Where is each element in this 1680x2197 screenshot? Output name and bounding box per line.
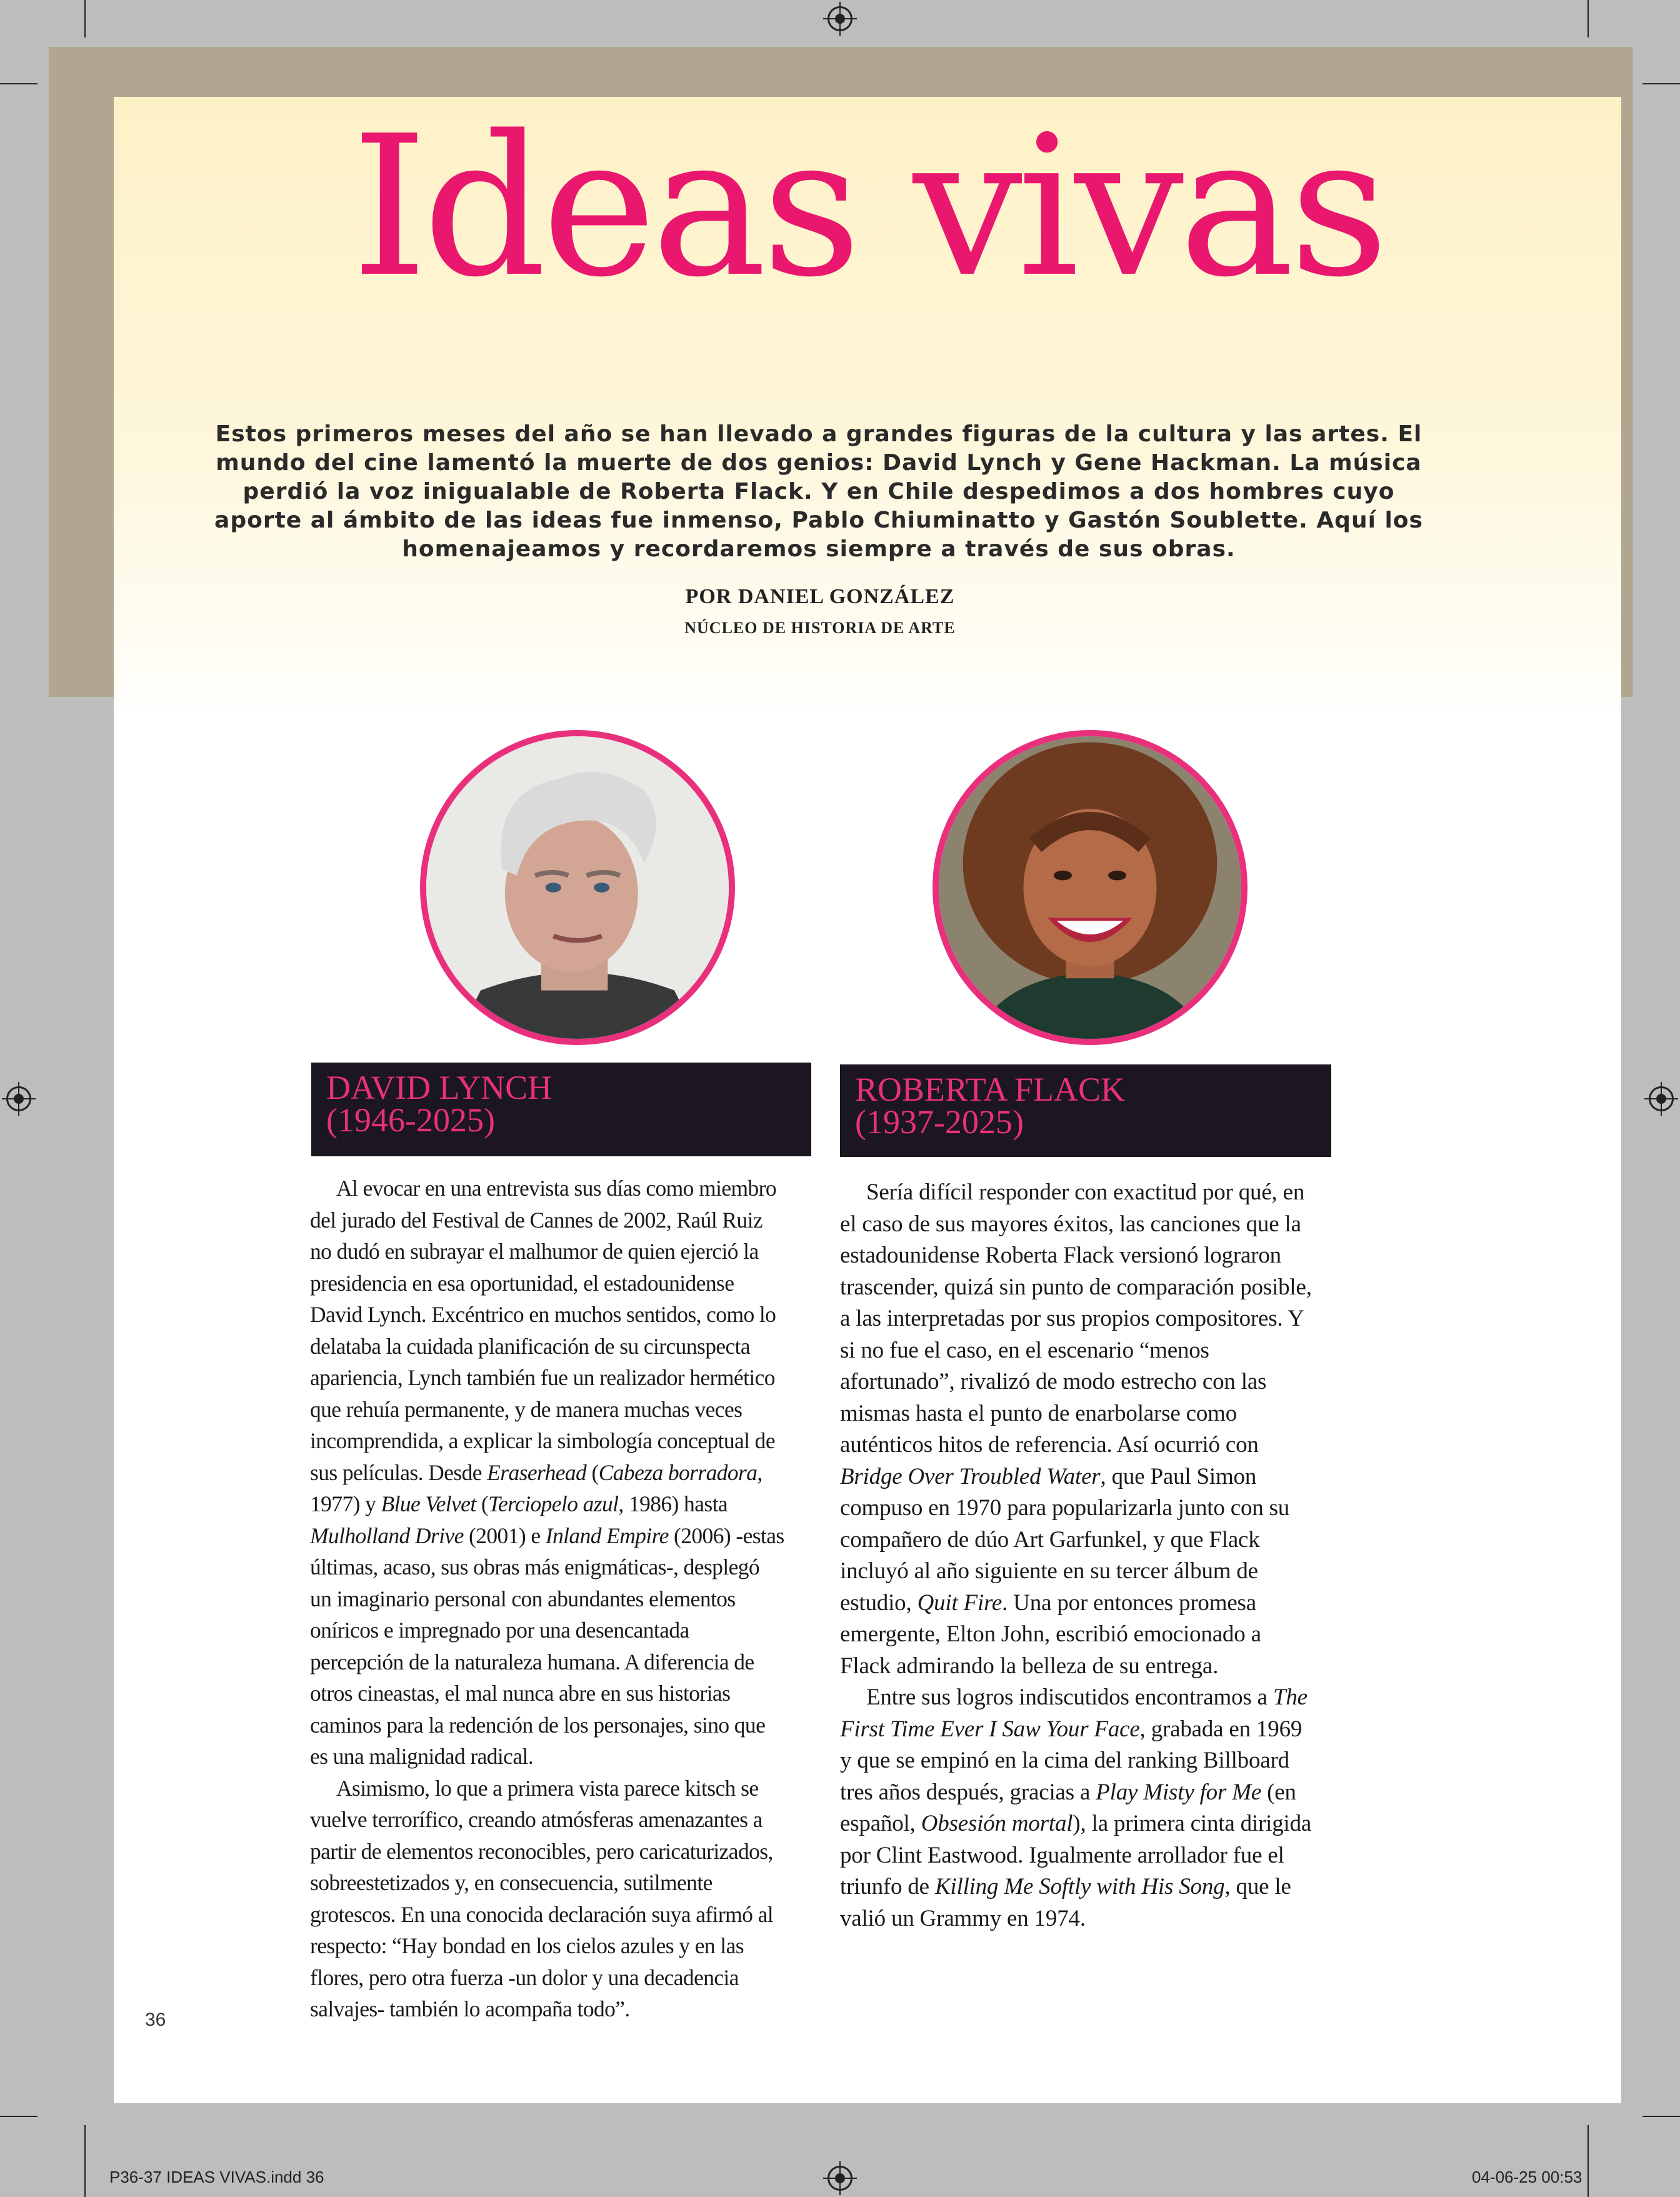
person-name: ROBERTA FLACK xyxy=(855,1071,1125,1108)
crop-mark xyxy=(0,2116,38,2117)
paragraph: Entre sus logros indiscutidos encontramos a The First Time Ever I Saw Your Face, grabada en 1969 y que se empinó en la cima del ranking Billboard tres años después, gracias a Play Misty for Me (en español, Obsesión mortal), la primera cinta dirigida por Clint Eastwood. Igualmente arrollador fue el triunfo de Killing Me Softly with His Song, que le valió un Grammy en 1974. xyxy=(840,1684,1312,1931)
paragraph: Asimismo, lo que a primera vista parece kitsch se vuelve terrorífico, creando atmósferas amenazantes a partir de elementos reconocibles, pero caricaturizados, sobreestetizados y, en consecuencia, sutilmente grotescos. En una conocida declaración suya afirmó al respecto: “Hay bondad en los cielos azules y en las flores, pero otra fuerza -un dolor y una decadencia salvajes- también lo acompaña todo”. xyxy=(310,1775,774,2021)
person-name: DAVID LYNCH xyxy=(326,1069,552,1106)
crop-mark xyxy=(1588,2125,1589,2197)
crop-mark xyxy=(1642,83,1680,84)
registration-mark-icon xyxy=(828,2166,852,2191)
article-intro: Estos primeros meses del año se han llevado a grandes figuras de la cultura y las artes. El mundo del cine lamentó la muerte de dos genios: David Lynch y Gene Hackman. La música perdió la voz inigualable de Roberta Flack. Y en Chile despedimos a dos hombres cuyo aporte al ámbito de las ideas fue inmenso, Pablo Chiuminatto y Gastón Soublette. Aquí los homenajeamos y recordaremos siempre a través de sus obras. xyxy=(214,421,1423,562)
registration-mark-icon xyxy=(828,6,852,31)
registration-mark-icon xyxy=(1649,1086,1674,1111)
person-years: (1946-2025) xyxy=(326,1101,495,1139)
article-column-lynch xyxy=(310,1173,785,2025)
crop-mark xyxy=(84,2125,86,2197)
paragraph: Al evocar en una entrevista sus días como miembro del jurado del Festival de Cannes de 2002, Raúl Ruiz no dudó en subrayar el malhumor de quien ejerció la presidencia en esa oportunidad, el estadounidense David Lynch. Excéntrico en muchos sentidos, como lo delataba la cuidada planificación de su circunspecta apariencia, Lynch también fue un realizador hermético que rehuía permanente, y de manera muchas veces incomprendida, a explicar la simbología conceptual de sus películas. Desde Eraserhead (Cabeza borradora, 1977) y Blue Velvet (Terciopelo azul, 1986) hasta Mulholland Drive (2001) e Inland Empire (2006) -estas últimas, acaso, sus obras más enigmáticas-, desplegó un imaginario personal con abundantes elementos oníricos e impregnado por una desencantada percepción de la naturaleza humana. A diferencia de otros cineastas, el mal nunca abre en sus historias caminos para la redención de los personajes, sino que es una malignidad radical. xyxy=(310,1176,784,1769)
crop-mark xyxy=(0,83,38,84)
page-number: 36 xyxy=(145,2009,166,2030)
name-box-roberta-flack xyxy=(840,1064,1331,1157)
crop-mark xyxy=(1588,0,1589,38)
article-column-flack xyxy=(840,1177,1315,1934)
article-title: Ideas vivas xyxy=(351,94,1384,320)
portrait-roberta-flack xyxy=(932,730,1248,1045)
crop-mark xyxy=(84,0,86,38)
person-years: (1937-2025) xyxy=(855,1103,1024,1141)
paragraph: Sería difícil responder con exactitud por qué, en el caso de sus mayores éxitos, las canciones que la estadounidense Roberta Flack versionó lograron trascender, quizá sin punto de comparación posible, a las interpretadas por sus propios compositores. Y si no fue el caso, en el escenario “menos afortunado”, rivalizó de modo estrecho con las mismas hasta el punto de enarbolarse como auténticos hitos de referencia. Así ocurrió con Bridge Over Troubled Water, que Paul Simon compuso en 1970 para popularizarla junto con su compañero de dúo Art Garfunkel, y que Flack incluyó al año siguiente en su tercer álbum de estudio, Quit Fire. Una por entonces promesa emergente, Elton John, escribió emocionado a Flack admirando la belleza de su entrega. xyxy=(840,1179,1312,1679)
portrait-david-lynch xyxy=(420,730,735,1045)
registration-mark-icon xyxy=(6,1086,31,1111)
crop-mark xyxy=(1642,2116,1680,2117)
byline-affiliation: NÚCLEO DE HISTORIA DE ARTE xyxy=(684,619,956,637)
slug-timestamp: 04-06-25 00:53 xyxy=(1472,2168,1582,2186)
slug-filename: P36-37 IDEAS VIVAS.indd 36 xyxy=(109,2168,324,2186)
name-box-david-lynch xyxy=(311,1063,811,1156)
byline: POR DANIEL GONZÁLEZ xyxy=(685,585,955,608)
